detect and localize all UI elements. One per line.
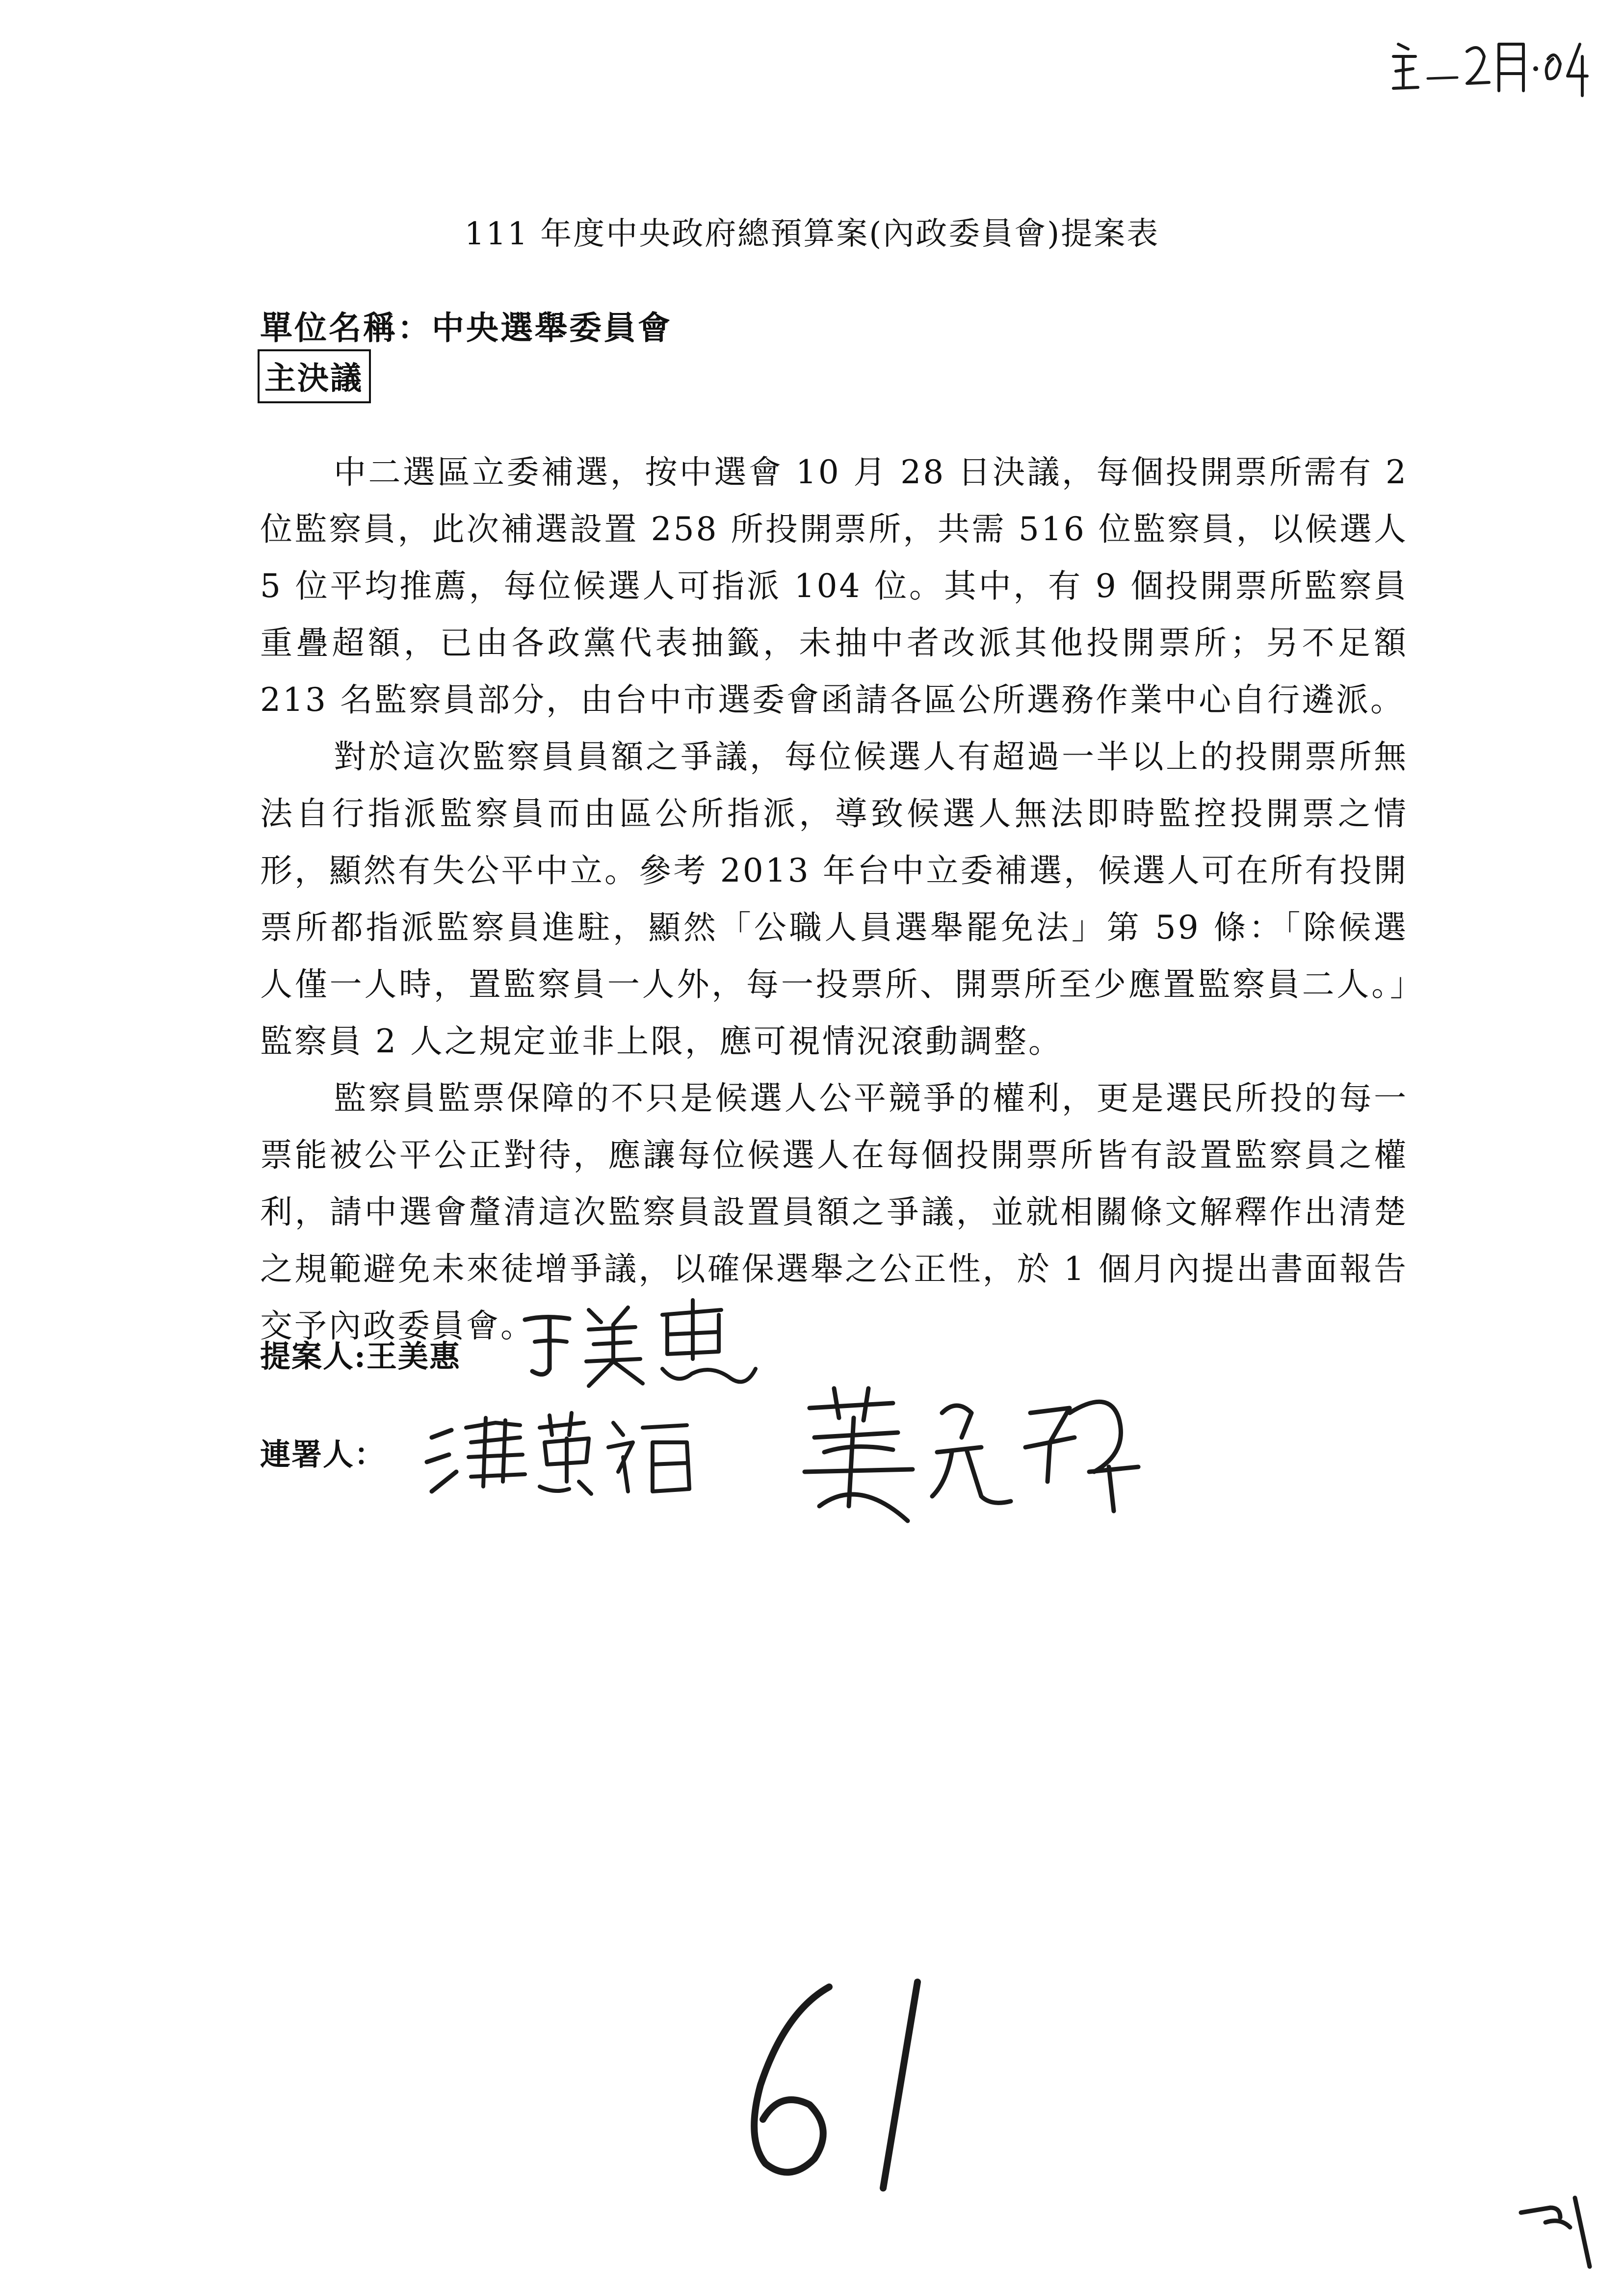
cosigner-label: 連署人： — [260, 1436, 386, 1472]
resolution-type-box: 主決議 — [258, 349, 371, 403]
proposal-title: 111 年度中央政府總預算案(內政委員會)提案表 — [464, 216, 1160, 252]
paragraph-2: 對於這次監察員員額之爭議，每位候選人有超過一半以上的投開票所無法自行指派監察員而由區公所指派，導致候選人無法即時監控投開票之情形，顯然有失公平中立。參考 2013 年台中立委補選，候選人可在所有投開票所都指派監察員進駐，顯然「公職人員選舉罷免法」第 59 條：「除候選人僅一人時，置監察員一人外，每一投票所、開票所至少應置監察員二人。」監察員 2 人之規定並非上限，應可視情況滾動調整。 — [260, 738, 1408, 1060]
handwritten-page-number — [726, 1972, 937, 2203]
proposer-label: 提案人:王美惠 — [260, 1338, 461, 1374]
proposal-body — [260, 444, 1408, 1355]
paragraph-1: 中二選區立委補選，按中選會 10 月 28 日決議，每個投開票所需有 2 位監察員，此次補選設置 258 所投開票所，共需 516 位監察員，以候選人 5 位平均推薦，每位候選人可指派 104 位。其中，有 9 個投開票所監察員重疊超額，已由各政黨代表抽籤，未抽中者改派其他投開票所；另不足額 213 名監察員部分，由台中市選委會函請各區公所選務作業中心自行遴派。 — [260, 453, 1408, 719]
proposer-signature — [515, 1295, 760, 1393]
corner-handwritten-note — [1388, 29, 1595, 103]
paragraph-3: 監察員監票保障的不只是候選人公平競爭的權利，更是選民所投的每一票能被公平公正對待，應讓每位候選人在每個投開票所皆有設置監察員之權利，請中選會釐清這次監察員設置員額之爭議，並就相關條文解釋作出清楚之規範避免未來徒增爭議，以確保選舉之公正性，於 1 個月內提出書面報告交予內政委員會。 — [260, 1079, 1408, 1345]
corner-mark — [1516, 2188, 1604, 2271]
cosigner-signature-1 — [422, 1408, 741, 1506]
unit-name-line: 單位名稱：中央選舉委員會 — [260, 309, 672, 347]
cosigner-signature-2 — [795, 1383, 1148, 1545]
